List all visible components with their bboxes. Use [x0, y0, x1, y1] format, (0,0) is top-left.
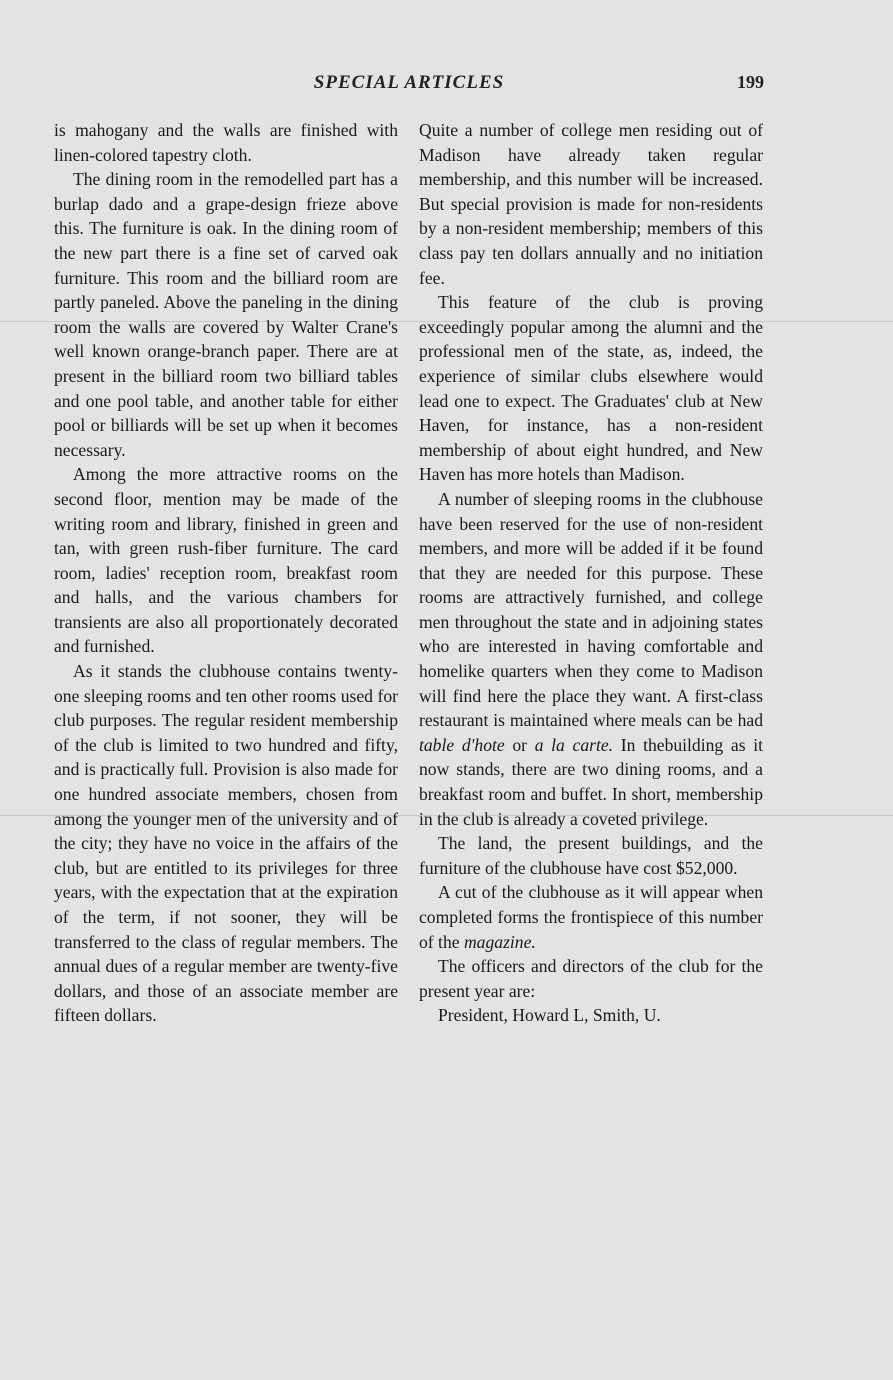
paragraph [419, 487, 763, 831]
paragraph: The officers and directors of the club for the present year are: [419, 956, 763, 1001]
paragraph: This feature of the club is proving exceedingly popular among the alumni and the professional men of the state, as, indeed, the experience of similar clubs elsewhere would lead one to expect. The Graduates' club at New Haven, for instance, has a non-resident membership of about eight hundred, and New Haven has more hotels than Madison. [419, 292, 763, 485]
text-run: In thebuilding as it now stands, there are two dining rooms, and a breakfast room and buffet. In short, membership in the club is already a coveted privilege. [419, 734, 763, 829]
left-column [54, 118, 398, 1028]
italic-text: magazine. [463, 931, 536, 952]
text-run: A cut of the clubhouse as it will appear when completed forms the frontispiece of this number of the [419, 882, 763, 952]
paragraph: is mahogany and the walls are finished with linen-colored tapestry cloth. [54, 120, 398, 165]
paragraph: As it stands the clubhouse contains twenty-one sleeping rooms and ten other rooms used for club purposes. The regular resident membership of the club is limited to two hundred and fifty, and is practically full. Provision is also made for one hundred associate members, chosen from among the younger men of the university and of the city; they have no voice in the affairs of the club, but are entitled to its privileges for three years, with the expectation that at the expiration of the term, if not sooner, they will be transferred to the class of regular members. The annual dues of a regular member are twenty-five dollars, and those of an associate member are fifteen dollars. [54, 661, 398, 1026]
paragraph [419, 880, 763, 954]
text-run: or [512, 734, 528, 755]
italic-text: a la carte. [534, 734, 614, 755]
text-run: A number of sleeping rooms in the clubhouse have been reserved for the use of non-resident members, and more will be added if it be found that they are needed for this purpose. These rooms are attractively furnished, and college men throughout the state and in adjoining states who are interested in having comfortable and homelike quarters when they come to Madison will find here the place they want. A first-class restaurant is maintained where meals can be had [419, 488, 763, 731]
paragraph: The dining room in the remodelled part has a burlap dado and a grape-design frieze above this. The furniture is oak. In the dining room of the new part there is a fine set of carved oak furniture. This room and the billiard room are partly paneled. Above the paneling in the dining room the walls are covered by Walter Crane's well known orange-branch paper. There are at present in the billiard room two billiard tables and one pool table, and another table for either pool or billiards will be set up when it becomes necessary. [54, 169, 398, 460]
right-column [419, 118, 763, 1028]
italic-text: table d'hote [419, 734, 505, 755]
paragraph: President, Howard L, Smith, U. [438, 1005, 661, 1026]
paragraph: Among the more attractive rooms on the second floor, mention may be made of the writing room and library, finished in green and tan, with green rush-fiber furniture. The card room, ladies' reception room, breakfast room and halls, and the various chambers for transients are also all proportionately decorated and furnished. [54, 464, 398, 657]
paragraph: Quite a number of college men residing out of Madison have already taken regular membership, and this number will be increased. But special provision is made for non-residents by a non-resident membership; members of this class pay ten dollars annually and no initiation fee. [419, 120, 763, 288]
paragraph: The land, the present buildings, and the furniture of the clubhouse have cost $52,000. [419, 833, 763, 878]
running-title: SPECIAL ARTICLES [313, 72, 505, 93]
running-header [54, 72, 764, 98]
page-number: 199 [737, 72, 764, 92]
